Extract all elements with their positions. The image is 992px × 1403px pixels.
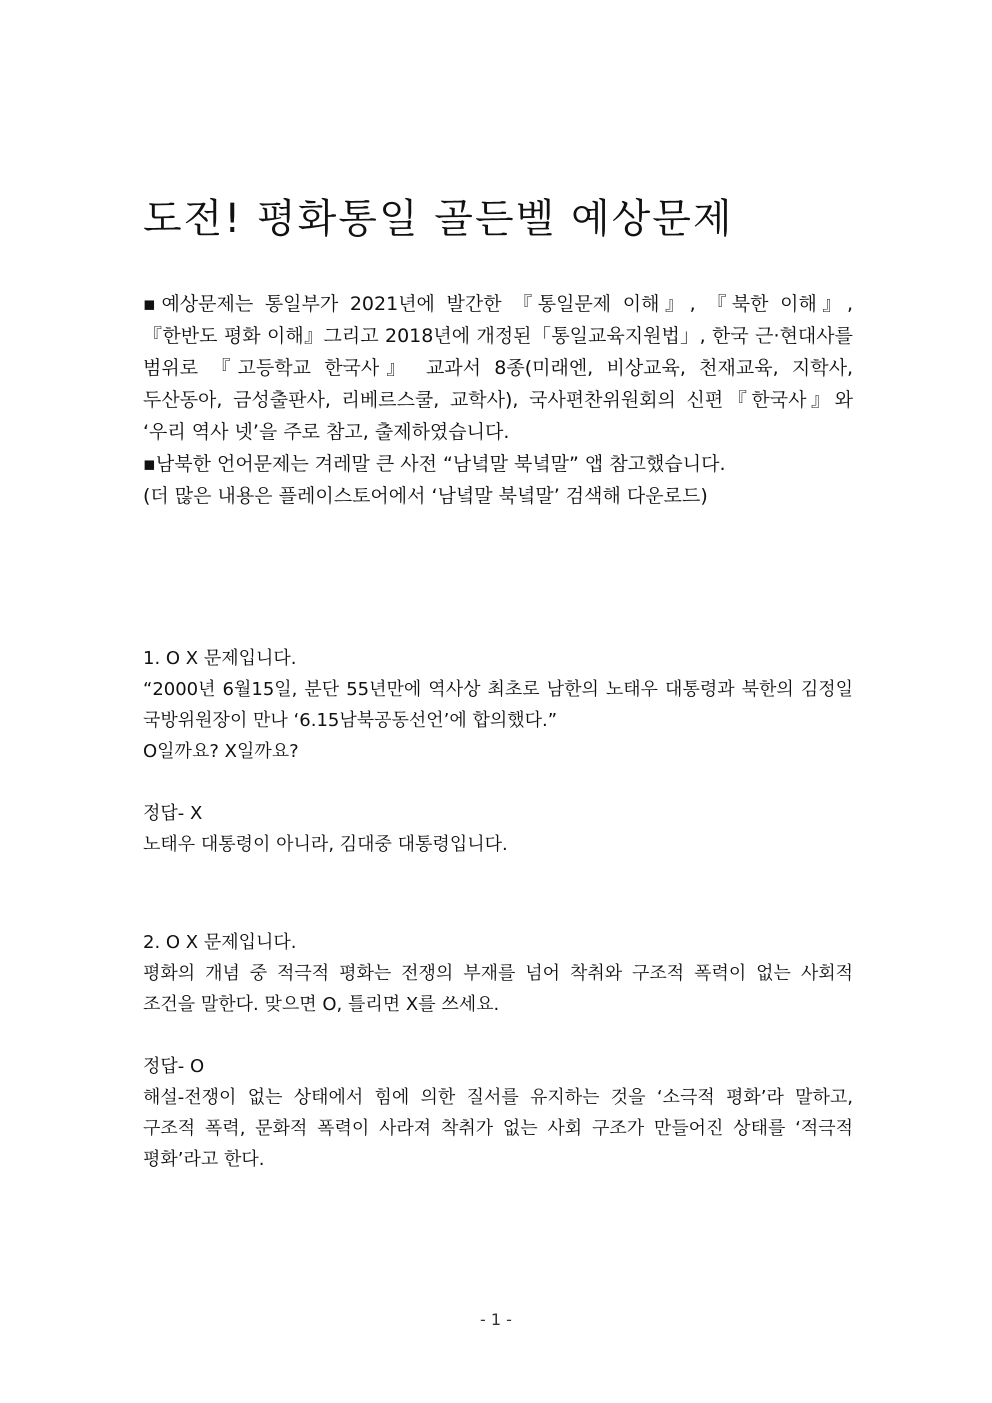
question-explanation: 해설-전쟁이 없는 상태에서 힘에 의한 질서를 유지하는 것을 ‘소극적 평화’라 말하고, 구조적 폭력, 문화적 폭력이 사라져 착취가 없는 사회 구조가 만들어진 상태를 ‘적극적 평화’라고 한다.	[143, 1087, 853, 1170]
notes-section	[143, 288, 853, 512]
note-download: (더 많은 내용은 플레이스토어에서 ‘남녘말 북녘말’ 검색해 다운로드)	[143, 485, 708, 507]
question-explanation: 노태우 대통령이 아니라, 김대중 대통령입니다.	[143, 834, 508, 855]
note-language: ▪남북한 언어문제는 겨레말 큰 사전 “남녘말 북녘말” 앱 참고했습니다.	[143, 453, 726, 475]
document-title: 도전! 평화통일 골든벨 예상문제	[143, 195, 734, 242]
question-answer: 정답- X	[143, 803, 203, 824]
question-prompt: O일까요? X일까요?	[143, 741, 299, 762]
question-answer: 정답- O	[143, 1056, 205, 1077]
question-1	[143, 643, 853, 860]
question-body: “2000년 6월15일, 분단 55년만에 역사상 최초로 남한의 노태우 대통령과 북한의 김정일 국방위원장이 만나 ‘6.15남북공동선언’에 합의했다.”	[143, 679, 853, 731]
note-sources: ▪예상문제는 통일부가 2021년에 발간한 『통일문제 이해』, 『북한 이해』, 『한반도 평화 이해』그리고 2018년에 개정된「통일교육지원법」, 한국 근·현대사를 범위로 『고등학교 한국사』 교과서 8종(미래엔, 비상교육, 천재교육, 지학사, 두산동아, 금성출판사, 리베르스쿨, 교학사), 국사편찬위원회의 신편『한국사』와 ‘우리 역사 넷’을 주로 참고, 출제하였습니다.	[143, 293, 853, 443]
question-heading: 1. O X 문제입니다.	[143, 648, 297, 669]
question-heading: 2. O X 문제입니다.	[143, 932, 297, 953]
question-body: 평화의 개념 중 적극적 평화는 전쟁의 부재를 넘어 착취와 구조적 폭력이 없는 사회적 조건을 말한다. 맞으면 O, 틀리면 X를 쓰세요.	[143, 963, 853, 1015]
question-2	[143, 927, 853, 1175]
page-number: - 1 -	[480, 1310, 512, 1329]
